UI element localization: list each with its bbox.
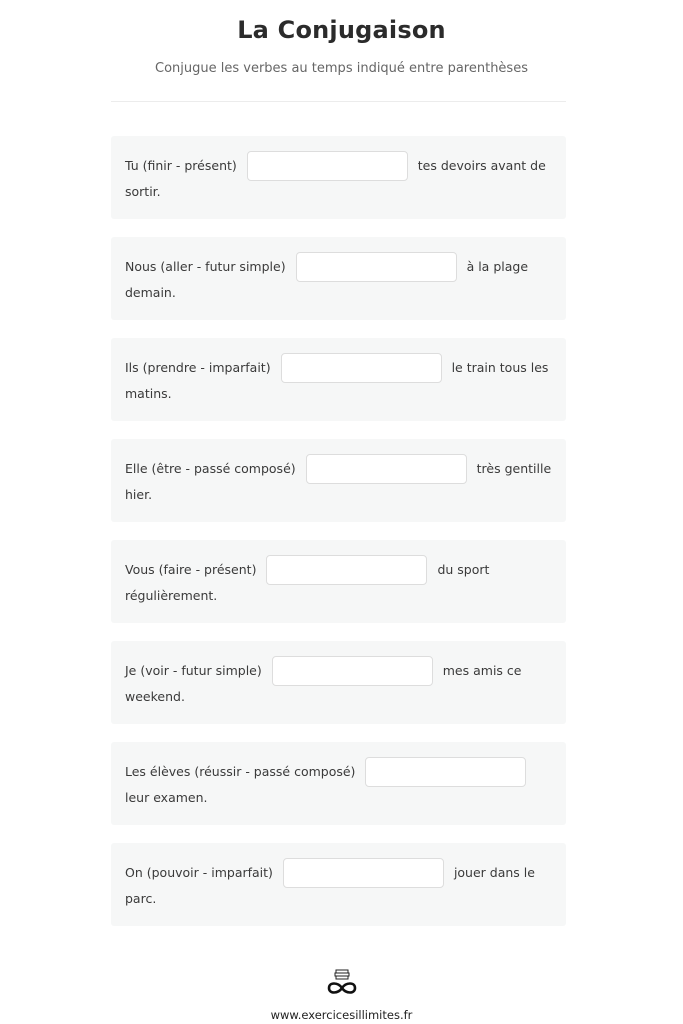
exercise-prompt: Vous (faire - présent): [125, 561, 257, 577]
infinity-books-logo-icon: [325, 968, 359, 998]
answer-input-4[interactable]: [306, 454, 467, 484]
exercise-list: [111, 136, 566, 944]
exercise-prompt: Nous (aller - futur simple): [125, 258, 286, 274]
exercise-card-8: [111, 843, 566, 926]
site-url: www.exercicesillimites.fr: [270, 1008, 413, 1022]
exercise-ending: weekend.: [125, 689, 185, 704]
answer-input-6[interactable]: [272, 656, 433, 686]
exercise-ending: parc.: [125, 891, 157, 906]
exercise-ending: matins.: [125, 386, 172, 401]
page-title: La Conjugaison: [237, 16, 446, 44]
answer-input-7[interactable]: [365, 757, 526, 787]
exercise-card-6: [111, 641, 566, 724]
exercise-ending: sortir.: [125, 184, 161, 199]
exercise-card-1: [111, 136, 566, 219]
exercise-prompt: Les élèves (réussir - passé composé): [125, 763, 356, 779]
answer-input-8[interactable]: [283, 858, 444, 888]
page-subtitle: Conjugue les verbes au temps indiqué entre parenthèses: [155, 61, 528, 76]
exercise-ending: hier.: [125, 487, 153, 502]
exercise-ending: leur examen.: [125, 790, 208, 805]
exercise-prompt: Tu (finir - présent): [125, 157, 237, 173]
exercise-prompt: On (pouvoir - imparfait): [125, 864, 273, 880]
exercise-continuation: très gentille: [476, 460, 552, 476]
exercise-continuation: mes amis ce: [442, 662, 522, 678]
exercise-card-2: [111, 237, 566, 320]
answer-input-2[interactable]: [296, 252, 457, 282]
exercise-prompt: Elle (être - passé composé): [125, 460, 296, 476]
exercise-card-4: [111, 439, 566, 522]
exercise-ending: demain.: [125, 285, 176, 300]
exercise-prompt: Je (voir - futur simple): [125, 662, 262, 678]
exercise-prompt: Ils (prendre - imparfait): [125, 359, 271, 375]
exercise-continuation: du sport: [437, 561, 490, 577]
answer-input-3[interactable]: [281, 353, 442, 383]
exercise-ending: régulièrement.: [125, 588, 218, 603]
exercise-card-5: [111, 540, 566, 623]
exercise-continuation: tes devoirs avant de: [417, 157, 546, 173]
exercise-continuation: jouer dans le: [453, 864, 535, 880]
footer: [0, 968, 683, 1022]
answer-input-5[interactable]: [266, 555, 427, 585]
header-divider: [111, 101, 566, 102]
exercise-continuation: le train tous les: [451, 359, 549, 375]
exercise-continuation: à la plage: [466, 258, 529, 274]
exercise-card-3: [111, 338, 566, 421]
answer-input-1[interactable]: [247, 151, 408, 181]
exercise-card-7: [111, 742, 566, 825]
